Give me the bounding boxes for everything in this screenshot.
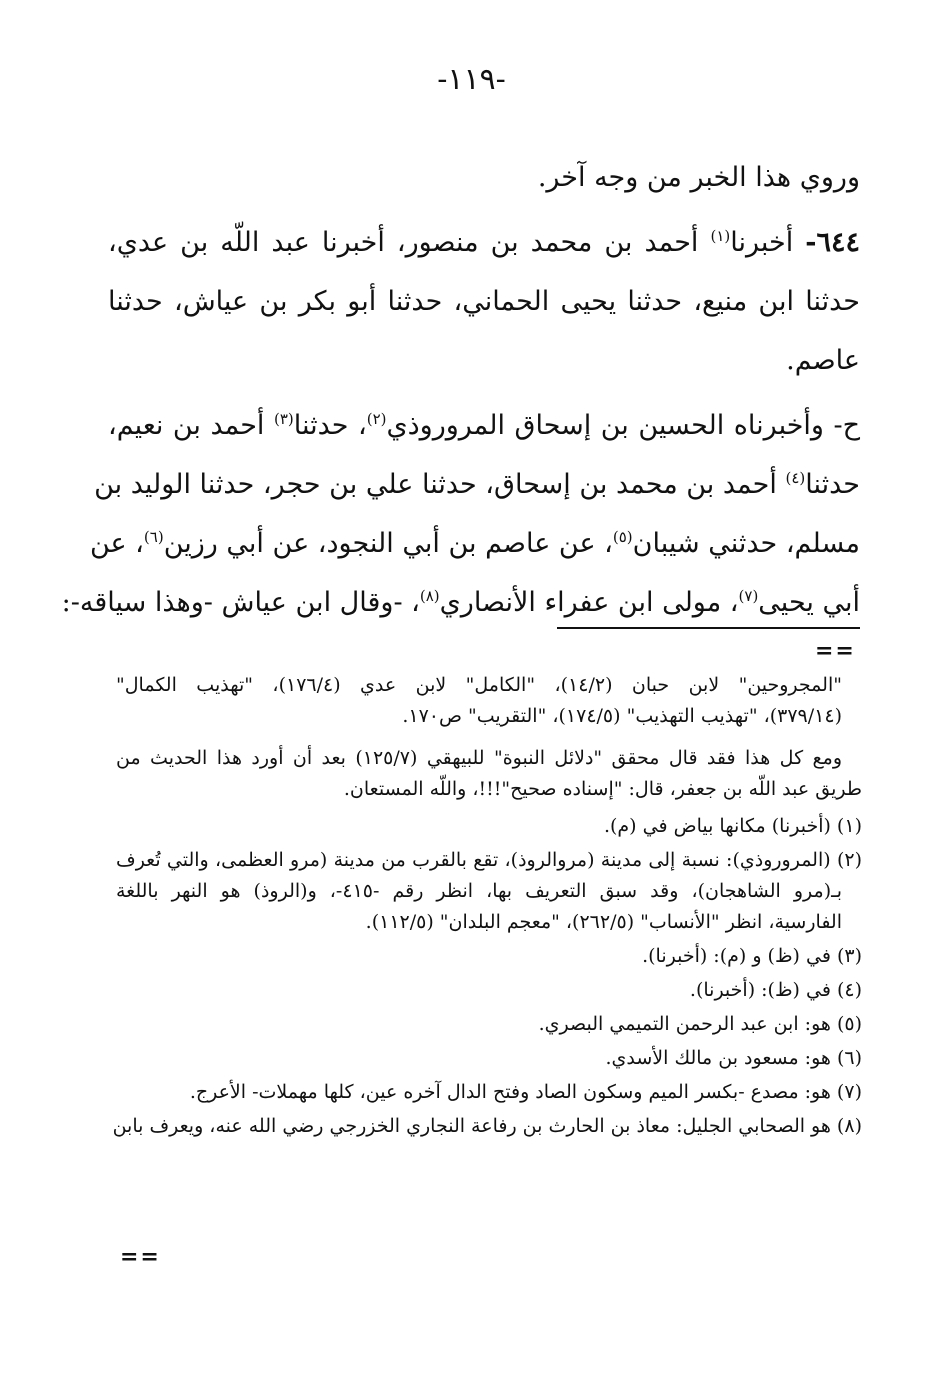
footnote-ref: (٣)	[273, 410, 294, 428]
footnote-ref: (٤)	[785, 469, 806, 487]
text-run: ، حدثنا	[293, 410, 367, 441]
main-line	[61, 573, 860, 632]
text-run: ، مولى ابن عفراء الأنصاري	[439, 587, 739, 618]
footnote-6: (٦) هو: مسعود بن مالك الأسدي.	[605, 1047, 862, 1069]
footnote-7: (٧) هو: مصدع -بكسر الميم وسكون الصاد وفتح الدال آخره عين، كلها مهملات- الأعرج.	[189, 1081, 862, 1103]
main-line	[89, 514, 860, 573]
hadith-paragraph	[108, 213, 860, 272]
text-run: مسلم، حدثني شيبان	[632, 528, 860, 559]
footnote-continuation-line: طريق عبد اللّه بن جعفر، قال: "إسناده صحيح"!!!، واللّه المستعان.	[343, 778, 862, 800]
footnote-2-line: الفارسية، انظر "الأنساب" (٢٦٢/٥)، "معجم البلدان" (١١٢/٥).	[365, 911, 842, 933]
footnote-ref: (٨)	[419, 587, 440, 605]
text-run: حدثنا ابن منيع، حدثنا يحيى الحماني، حدثنا أبو بكر بن عياش، حدثنا	[108, 286, 860, 317]
footnote-ref: (١)	[710, 227, 731, 245]
text-run: ، عن عاصم بن أبي النجود، عن أبي رزين	[163, 528, 613, 559]
footnote-continuation-line: ومع كل هذا فقد قال محقق "دلائل النبوة" للبيهقي (١٢٥/٧) بعد أن أورد هذا الحديث من	[116, 747, 842, 769]
footnote-3: (٣) في (ظ) و (م): (أخبرنا).	[642, 945, 862, 967]
text-run: عاصم.	[786, 345, 860, 376]
main-line	[108, 148, 860, 207]
footnote-8: (٨) هو الصحابي الجليل: معاذ بن الحارث بن رفاعة النجاري الخزرجي رضي الله عنه، ويعرف بابن	[112, 1115, 862, 1137]
page-number: -١١٩-	[437, 62, 506, 97]
footnote-4: (٤) في (ظ): (أخبرنا).	[689, 979, 862, 1001]
main-text	[61, 148, 861, 632]
text-run: ، -وقال ابن عياش -وهذا سياقه-:	[61, 587, 420, 618]
footnote-ref: (٦)	[143, 528, 164, 546]
continuation-mark-bottom: ==	[120, 1244, 161, 1270]
continuation-mark-top: ==	[815, 638, 856, 664]
text-run: أحمد بن نعيم،	[108, 410, 265, 441]
footnote-continuation-line: (٣٧٩/١٤)، "تهذيب التهذيب" (١٧٤/٥)، "التقريب" ص١٧٠.	[402, 705, 842, 727]
footnote-5: (٥) هو: ابن عبد الرحمن التميمي البصري.	[538, 1013, 862, 1035]
text-run: ح- وأخبرناه الحسين بن إسحاق المروروذي	[386, 410, 861, 441]
text-run: أحمد بن محمد بن إسحاق، حدثنا علي بن حجر، حدثنا الوليد بن	[94, 469, 777, 500]
main-line	[108, 396, 860, 455]
main-line	[94, 455, 860, 514]
text-run: حدثنا	[805, 469, 860, 500]
main-line	[108, 331, 860, 390]
text-run: ، عن	[89, 528, 144, 559]
footnote-ref: (٢)	[366, 410, 387, 428]
text-run: أحمد بن محمد بن منصور، أخبرنا عبد اللّه بن عدي،	[108, 227, 699, 258]
footnote-2-line: بـ(مرو الشاهجان)، وقد سبق التعريف بها، انظر رقم -٤١٥-، و(الروذ) هو النهر باللغة	[116, 880, 842, 902]
text-run: أبي يحيى	[758, 587, 860, 618]
footnote-1: (١) (أخبرنا) مكانها بياض في (م).	[603, 815, 862, 837]
footnote-continuation-line: "المجروحين" لابن حبان (١٤/٢)، "الكامل" لابن عدي (١٧٦/٤)، "تهذيب الكمال"	[116, 674, 842, 696]
text-run: وروي هذا الخبر من وجه آخر.	[537, 162, 860, 193]
footnote-ref: (٧)	[738, 587, 759, 605]
main-line	[108, 272, 860, 331]
hadith-number: ٦٤٤-	[805, 227, 860, 258]
footnote-separator-rule	[557, 627, 860, 629]
footnote-2: (٢) (المروروذي): نسبة إلى مدينة (مروالروذ)، تقع بالقرب من مدينة (مرو العظمى، والتي تُعرف	[116, 849, 862, 871]
text-run: أخبرنا	[730, 227, 794, 258]
footnote-ref: (٥)	[612, 528, 633, 546]
footnotes	[112, 670, 862, 1142]
